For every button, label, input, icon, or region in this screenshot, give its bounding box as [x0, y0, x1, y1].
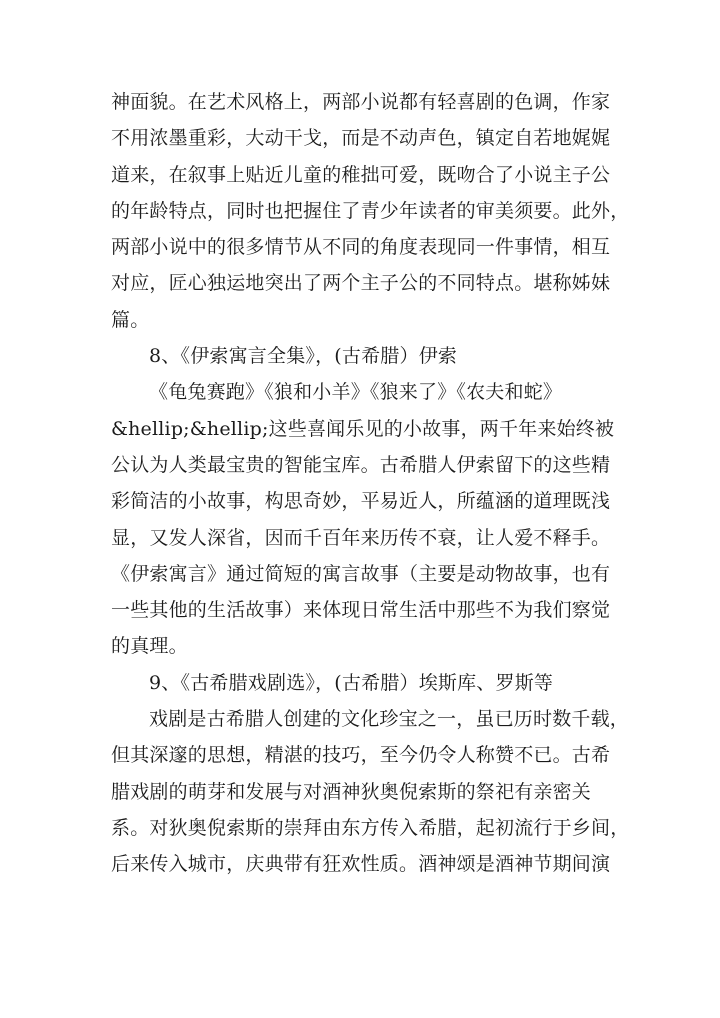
text-line: 后来传入城市，庆典带有狂欢性质。酒神颂是酒神节期间演 [111, 853, 611, 876]
text-line: 系。对狄奥倪索斯的崇拜由东方传入希腊，起初流行于乡间， [111, 816, 630, 839]
section-heading-9: 9、《古希腊戏剧选》，(古希腊）埃斯库、罗斯等 [149, 671, 554, 694]
text-line: 不用浓墨重彩，大动干戈，而是不动声色，镇定自若地娓娓 [111, 127, 611, 150]
text-line: 腊戏剧的萌芽和发展与对酒神狄奥倪索斯的祭祀有亲密关 [111, 780, 592, 803]
text-line: 的真理。 [111, 635, 188, 658]
document-body [111, 84, 630, 883]
text-line: 但其深邃的思想，精湛的技巧，至今仍令人称赞不已。古希 [111, 744, 611, 767]
text-line: &hellip;&hellip;这些喜闻乐见的小故事，两千年来始终被 [111, 417, 615, 440]
text-line: 公认为人类最宝贵的智能宝库。古希腊人伊索留下的这些精 [111, 453, 611, 476]
text-line: 两部小说中的很多情节从不同的角度表现同一件事情，相互 [111, 236, 611, 259]
text-line: 《伊索寓言》通过简短的寓言故事（主要是动物故事，也有 [111, 562, 611, 585]
text-line: 道来，在叙事上贴近儿童的稚拙可爱，既吻合了小说主子公 [111, 163, 611, 186]
text-line: 《龟兔赛跑》《狼和小羊》《狼来了》《农夫和蛇》 [149, 381, 563, 404]
text-line: 的年龄特点，同时也把握住了青少年读者的审美须要。此外， [111, 199, 630, 222]
section-heading-8: 8、《伊索寓言全集》，(古希腊）伊索 [149, 345, 458, 368]
text-line: 神面貌。在艺术风格上，两部小说都有轻喜剧的色调，作家 [111, 91, 611, 113]
text-line: 对应，匠心独运地突出了两个主子公的不同特点。堪称姊妹 [111, 272, 611, 295]
text-line: 彩简洁的小故事，构思奇妙，平易近人，所蕴涵的道理既浅 [111, 490, 611, 513]
text-line: 戏剧是古希腊人创建的文化珍宝之一，虽已历时数千载， [149, 708, 630, 731]
text-line: 篇。 [111, 308, 150, 331]
text-line: 显，又发人深省，因而千百年来历传不衰，让人爱不释手。 [111, 526, 611, 549]
text-line: 一些其他的生活故事）来体现日常生活中那些不为我们察觉 [111, 599, 611, 622]
